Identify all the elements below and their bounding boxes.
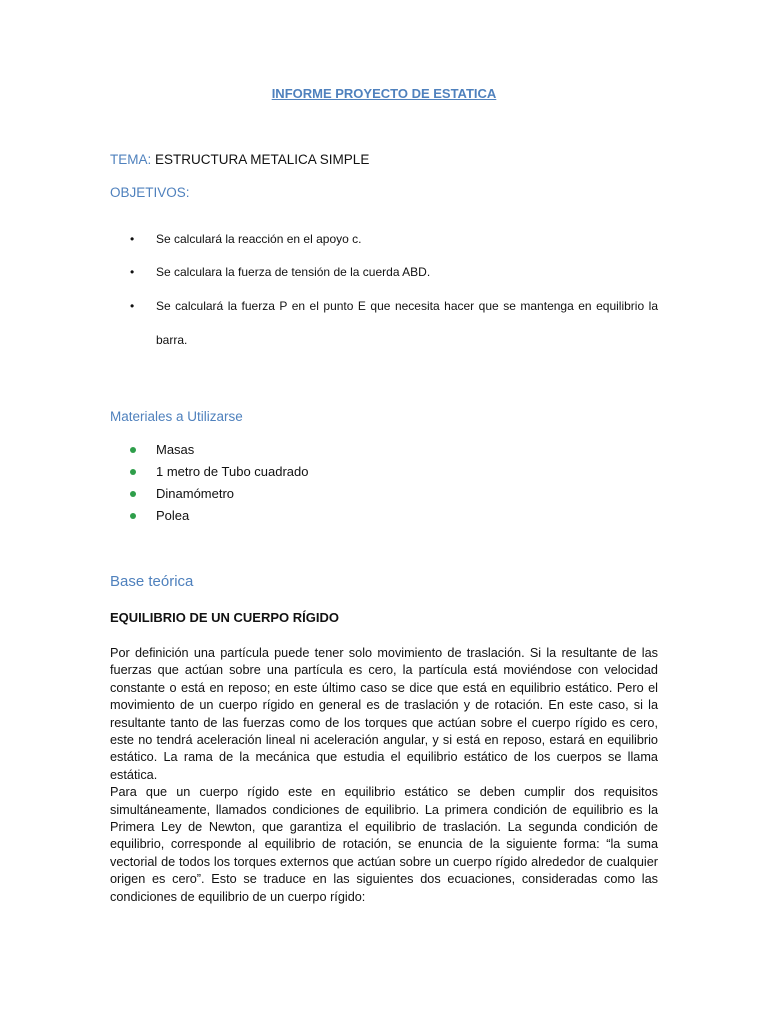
base-teorica-heading: Base teórica xyxy=(110,573,194,590)
bullet-icon xyxy=(130,491,136,497)
list-item xyxy=(110,442,309,464)
list-item xyxy=(110,464,309,486)
bullet-icon xyxy=(130,447,136,453)
material-text: Masas xyxy=(156,442,195,457)
paragraph-2: Para que un cuerpo rígido este en equilibrio estático se deben cumplir dos requisitos simultáneamente, llamados condiciones de equilibrio. La primera condición de equilibrio es la Primera Ley de Newton, que garantiza el equilibrio de traslación. La segunda condición de equilibrio, corresponde al equilibrio de rotación, se enuncia de la siguiente forma: “la suma vectorial de todos los torques externos que actúan sobre un cuerpo rígido alrededor de cualquier origen es cero”. Esto se traduce en las siguientes dos ecuaciones, consideradas como las condiciones de equilibrio de un cuerpo rígido: xyxy=(110,785,658,904)
material-text: 1 metro de Tubo cuadrado xyxy=(156,464,309,479)
list-item xyxy=(110,508,309,530)
tema-value: ESTRUCTURA METALICA SIMPLE xyxy=(155,152,370,167)
body-text xyxy=(110,645,658,906)
bullet-icon: • xyxy=(130,299,135,313)
objetivos-heading: OBJETIVOS: xyxy=(110,185,190,200)
tema-line xyxy=(110,152,369,167)
list-item xyxy=(110,289,658,357)
objetivo-text: Se calculará la reacción en el apoyo c. xyxy=(156,232,362,246)
bullet-icon xyxy=(130,513,136,519)
objetivo-text: Se calculará la fuerza P en el punto E que necesita hacer que se mantenga en equilibrio la barra. xyxy=(156,299,658,347)
materiales-list xyxy=(110,442,309,530)
objetivo-text: Se calculara la fuerza de tensión de la cuerda ABD. xyxy=(156,265,431,279)
objetivos-list xyxy=(110,232,658,357)
material-text: Dinamómetro xyxy=(156,486,235,501)
bullet-icon: • xyxy=(130,265,135,279)
document-title: INFORME PROYECTO DE ESTATICA xyxy=(271,86,497,101)
material-text: Polea xyxy=(156,508,190,523)
materiales-heading: Materiales a Utilizarse xyxy=(110,409,243,424)
tema-label: TEMA: xyxy=(110,152,152,167)
list-item xyxy=(110,232,658,265)
list-item xyxy=(110,486,309,508)
equilibrio-heading: EQUILIBRIO DE UN CUERPO RÍGIDO xyxy=(110,610,339,625)
bullet-icon: • xyxy=(130,232,135,246)
bullet-icon xyxy=(130,469,136,475)
paragraph-1: Por definición una partícula puede tener solo movimiento de traslación. Si la resultante de las fuerzas que actúan sobre una partícula es cero, la partícula está moviéndose con velocidad constante o está en reposo; en este último caso se dice que está en equilibrio estático. Pero el movimiento de un cuerpo rígido en general es de traslación y de rotación. En este caso, si la resultante tanto de las fuerzas como de los torques que actúan sobre el cuerpo rígido es cero, este no tendrá aceleración lineal ni aceleración angular, y si está en reposo, estará en equilibrio estático. La rama de la mecánica que estudia el equilibrio estático de los cuerpos se llama estática. xyxy=(110,646,658,782)
